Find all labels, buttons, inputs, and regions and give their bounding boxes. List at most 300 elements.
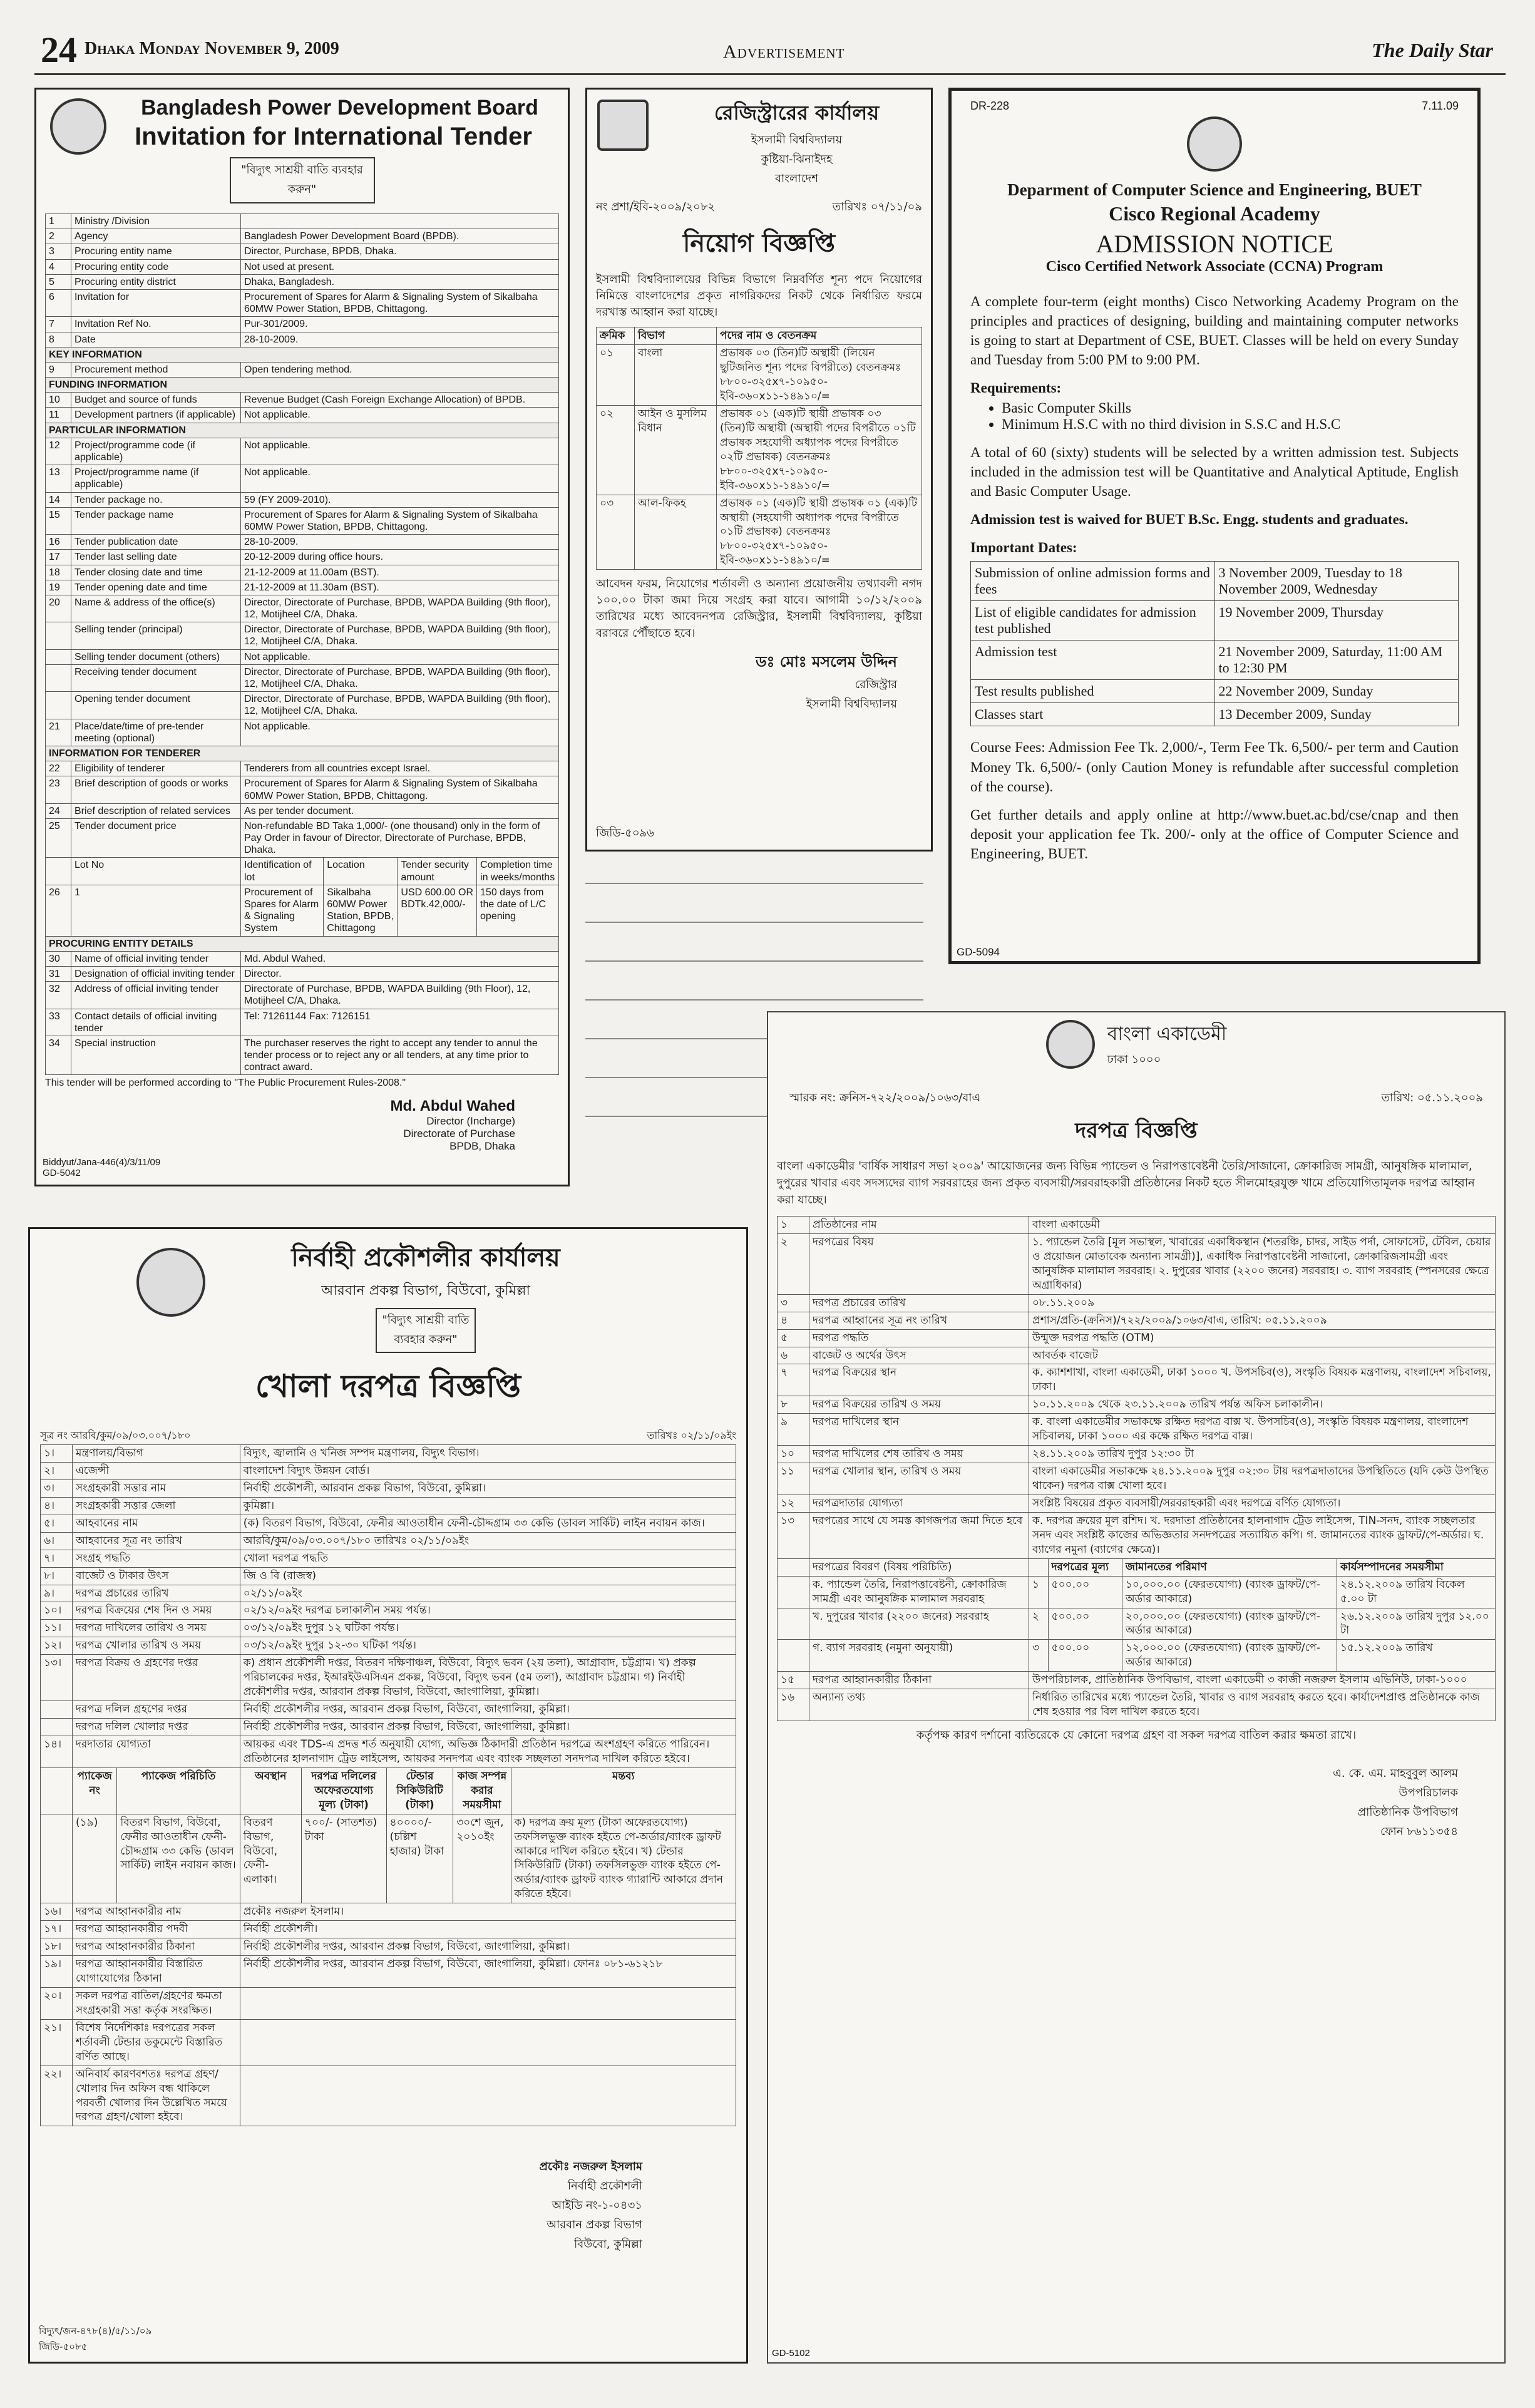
table-cell: ১২	[778, 1495, 809, 1512]
table-cell: ০৩/১২/০৯ইং দুপুর ১২-৩০ ঘটিকা পর্যন্ত।	[240, 1637, 736, 1655]
table-row	[46, 885, 559, 936]
table-cell: দরপত্রদাতার যোগ্যতা	[809, 1495, 1029, 1512]
table-cell: আহবানের নাম	[73, 1515, 240, 1532]
table-cell: Tender publication date	[71, 535, 241, 550]
table-cell: Director, Directorate of Purchase, BPDB, WAPDA Building (9th floor), 12, Motijheel C/A, Dhaka.	[241, 595, 559, 622]
table-cell: ১।	[41, 1445, 73, 1463]
xen-tender-ad	[28, 1227, 748, 2364]
bpdb-signer-place: BPDB, Dhaka	[449, 1140, 515, 1153]
bpdb-ref-2: GD-5042	[43, 1168, 81, 1178]
academy-name: বাংলা একাডেমী	[1107, 1023, 1227, 1045]
table-row	[46, 580, 559, 595]
table-cell: কুমিল্লা।	[240, 1497, 736, 1515]
table-cell: দরপত্র প্রচারের তারিখ	[73, 1585, 240, 1602]
table-row	[41, 1637, 736, 1655]
table-row	[46, 818, 559, 858]
table-cell: Name of official inviting tender	[71, 951, 241, 966]
table-row	[597, 495, 922, 570]
table-cell: ২২।	[41, 2066, 73, 2126]
table-cell: আবর্তক বাজেট	[1029, 1347, 1496, 1364]
table-cell: Invitation Ref No.	[71, 317, 241, 332]
table-row	[778, 1446, 1496, 1463]
table-row	[46, 858, 559, 885]
table-row	[41, 1497, 736, 1515]
registrar-signer-org: ইসলামী বিশ্ববিদ্যালয়	[806, 697, 897, 711]
table-cell: প্রশাস/প্রতি-(ক্রনিস)/৭২২/২০০৯/১০৬৩/বাএ, তারিখ: ০৫.১১.২০০৯	[1029, 1312, 1496, 1329]
table-row	[46, 550, 559, 565]
table-row	[46, 719, 559, 746]
table-cell: দরপত্রের সাথে যে সমস্ত কাগজপত্র জমা দিতে হবে	[809, 1512, 1029, 1558]
table-cell: বাজেট ও অর্থের উৎস	[809, 1347, 1029, 1364]
table-cell: Invitation for	[71, 289, 241, 316]
academy-date: তারিখ: ০৫.১১.২০০৯	[1381, 1091, 1483, 1104]
table-cell: ৩	[778, 1294, 809, 1312]
table-row	[778, 1558, 1496, 1576]
table-cell: Selling tender document (others)	[71, 649, 241, 664]
table-cell: Classes start	[971, 703, 1215, 726]
table-cell: 7	[46, 317, 71, 332]
bpdb-ref-1: Biddyut/Jana-446(4)/3/11/09	[43, 1157, 161, 1168]
table-cell: মন্তব্য	[511, 1767, 736, 1814]
table-cell	[46, 622, 71, 649]
table-cell: Address of official inviting tender	[71, 982, 241, 1009]
table-cell: 150 days from the date of L/C opening	[477, 885, 559, 936]
academy-signer: এ. কে. এম. মাহবুবুল আলম	[1333, 1767, 1458, 1781]
table-row	[46, 982, 559, 1009]
table-row	[971, 703, 1459, 726]
table-cell: প্রভাষক ০১ (এক)টি স্থায়ী প্রভাষক ০১ (এক)টি অস্থায়ী (সহযোগী অধ্যাপক পদের বিপরীতে ০১টি প্রভাষক) বেতনক্রমঃ ৮৮০০-৩২৫x৭-১০৯৫০-ইবি-৩৬০x১১-১৪৯১০/=	[717, 495, 922, 570]
table-row	[41, 1462, 736, 1479]
table-row	[41, 1585, 736, 1602]
dateline: Dhaka Monday November 9, 2009	[85, 39, 339, 58]
table-cell: দরপত্র আহ্বানকারীর পদবী	[73, 1921, 240, 1938]
table-cell: Pur-301/2009.	[241, 317, 559, 332]
table-cell: ০২	[597, 405, 635, 495]
table-cell: দরপত্র আহ্বানের সূত্র নং তারিখ	[809, 1312, 1029, 1329]
cisco-program: Cisco Certified Network Associate (CCNA) Program	[1045, 259, 1384, 275]
table-cell: সংশ্লিষ্ট বিষয়ের প্রকৃত ব্যবসায়ী/সরবরাহকারী এবং দরপত্রে বর্ণিত যোগ্যতা।	[1029, 1495, 1496, 1512]
academy-ref: GD-5102	[772, 2348, 810, 2359]
cisco-waiver: Admission test is waived for BUET B.Sc. Engg. students and graduates.	[970, 512, 1409, 528]
table-cell: Open tendering method.	[241, 362, 559, 377]
table-cell: Agency	[71, 229, 241, 244]
table-cell: ৮।	[41, 1567, 73, 1585]
table-cell: ক. ক্যাশশাখা, বাংলা একাডেমী, ঢাকা ১০০০ খ. উপসচিব(ও), সংস্কৃতি বিষয়ক মন্ত্রণালয়, বাংলাদেশ সচিবালয়, ঢাকা।	[1029, 1364, 1496, 1396]
table-cell: 5	[46, 274, 71, 289]
cisco-req-1: • Basic Computer Skills	[1002, 400, 1459, 416]
table-cell: Tel: 71261144 Fax: 7126151	[241, 1009, 559, 1036]
table-cell: Procuring entity district	[71, 274, 241, 289]
table-cell: Submission of online admission forms and fees	[971, 562, 1215, 601]
table-cell: 22	[46, 761, 71, 776]
table-cell	[41, 1719, 73, 1736]
table-cell: Not applicable.	[241, 438, 559, 465]
table-cell: Not applicable.	[241, 649, 559, 664]
bpdb-org: Bangladesh Power Development Board	[141, 96, 538, 120]
table-row	[46, 378, 559, 393]
table-cell: 10	[46, 393, 71, 408]
xen-office: নির্বাহী প্রকৌশলীর কার্যালয়	[291, 1243, 560, 1272]
table-row	[46, 951, 559, 966]
academy-table	[777, 1216, 1496, 1721]
table-cell: Procuring entity name	[71, 244, 241, 259]
table-row	[46, 244, 559, 259]
table-cell	[240, 2066, 736, 2126]
registrar-city: কুষ্টিয়া-ঝিনাইদহ	[761, 153, 833, 166]
table-row	[46, 274, 559, 289]
table-cell: ২।	[41, 1462, 73, 1479]
table-cell: PROCURING ENTITY DETAILS	[46, 936, 559, 951]
table-cell: 17	[46, 550, 71, 565]
section-title: Advertisement	[723, 41, 845, 62]
table-cell: 28-10-2009.	[241, 332, 559, 347]
table-cell: ২৪.১২.২০০৯ তারিখ বিকেল ৫.০০ টা	[1337, 1576, 1495, 1608]
table-cell: Not used at present.	[241, 259, 559, 274]
table-row	[778, 1640, 1496, 1672]
registrar-office: রেজিস্ট্রারের কার্যালয়	[714, 101, 880, 125]
xen-ref-1: বিদ্যুৎ/জন-৪৭৮(৪)/৫/১১/০৯	[39, 2325, 152, 2337]
registrar-university: ইসলামী বিশ্ববিদ্যালয়	[751, 133, 843, 147]
registrar-memo: নং প্রশা/ইবি-২০০৯/২০৮২	[596, 200, 716, 214]
page-number: 24	[41, 29, 77, 70]
university-logo	[597, 100, 649, 151]
table-cell: Md. Abdul Wahed.	[241, 951, 559, 966]
table-cell: টেন্ডার সিকিউরিটি (টাকা)	[386, 1767, 453, 1814]
table-cell	[41, 1814, 73, 1903]
table-cell	[240, 2019, 736, 2066]
table-row	[46, 692, 559, 719]
table-cell: সংগ্রহ পদ্ধতি	[73, 1550, 240, 1567]
table-cell: দরপত্র পদ্ধতি	[809, 1329, 1029, 1347]
table-cell: 33	[46, 1009, 71, 1036]
academy-intro: বাংলা একাডেমীর 'বার্ষিক সাধারণ সভা ২০০৯' আয়োজনের জন্য বিভিন্ন প্যান্ডেল ও নিরাপত্তাবেষ্টনী তৈরি/সাজানো, ক্রোকারিজ সামগ্রী, আনুষঙ্গিক মালামাল, দুপুরের খাবার এবং সদস্যদের ব্যাগ সরবরাহের জন্য প্রকৃত ব্যবসায়ী/সরবরাহকারী প্রতিষ্ঠানের নিকট হতে সীলমোহরযুক্ত খামে প্রতিযোগিতামূলক দরপত্র আহ্বান করা যাচ্ছে।	[777, 1160, 1475, 1207]
table-cell: Completion time in weeks/months	[477, 858, 559, 885]
table-cell: ১৬।	[41, 1903, 73, 1921]
table-cell: নির্বাহী প্রকৌশলীর দপ্তর, আরবান প্রকল্প বিভাগ, বিউবো, জাংগালিয়া, কুমিল্লা। ফোনঃ ০৮১-৬১২১৮	[240, 1956, 736, 1988]
table-cell: 2	[46, 229, 71, 244]
table-cell: Project/programme code (if applicable)	[71, 438, 241, 465]
table-cell: Director, Directorate of Purchase, BPDB, WAPDA Building (9th floor), 12, Motijheel C/A, Dhaka.	[241, 664, 559, 691]
table-cell: Brief description of related services	[71, 803, 241, 818]
table-cell: 24	[46, 803, 71, 818]
cisco-code: DR-228	[970, 100, 1010, 112]
table-row	[41, 1567, 736, 1585]
table-cell: কার্যসম্পাদনের সময়সীমা	[1337, 1558, 1495, 1576]
table-cell: দরপত্র বিক্রয়ের স্থান	[809, 1364, 1029, 1396]
table-cell: ক. প্যান্ডেল তৈরি, নিরাপত্তাবেষ্টনী, ক্রোকারিজ সামগ্রী এবং আনুষঙ্গিক মালামাল সরবরাহ	[809, 1576, 1029, 1608]
table-cell: খোলা দরপত্র পদ্ধতি	[240, 1550, 736, 1567]
table-row	[41, 1921, 736, 1938]
table-cell: 22 November 2009, Sunday	[1214, 680, 1459, 703]
table-cell: 21-12-2009 at 11.30am (BST).	[241, 580, 559, 595]
cisco-req-2: • Minimum H.S.C with no third division in S.S.C and H.S.C	[1002, 416, 1459, 433]
table-row	[46, 936, 559, 951]
table-cell: ক) প্রধান প্রকৌশলী দপ্তর, বিতরণ দক্ষিণাঞ্চল, বিউবো, বিদ্যুৎ ভবন (২য় তলা), আগ্রাবাদ, চট্টগ্রাম। খ) প্রকল্প পরিচালকের দপ্তর, ইআরইউএসিএন প্রকল্প, বিউবো, বিদ্যুৎ ভবন (৫ম তলা), আগ্রাবাদ চট্টগ্রাম। গ) নির্বাহী প্রকৌশলীর দপ্তর, আরবান প্রকল্প বিভাগ, বিউবো, জাংগালিয়া, কুমিল্লা।	[240, 1655, 736, 1701]
table-row	[46, 535, 559, 550]
table-cell: ০২/১১/০৯ইং	[240, 1585, 736, 1602]
table-cell: ১০	[778, 1446, 809, 1463]
table-cell: ২০,০০০.০০ (ফেরতযোগ্য) (ব্যাংক ড্রাফট/পে-অর্ডার আকারে)	[1122, 1608, 1337, 1640]
xen-signer-id: আইডি নং-১-০৪৩১	[552, 2199, 642, 2213]
table-cell: 30	[46, 951, 71, 966]
table-cell: Not applicable.	[241, 719, 559, 746]
table-cell: Procurement of Spares for Alarm & Signaling System of Sikalbaha 60MW Power Station, BPDB, Chittagong.	[241, 507, 559, 534]
table-cell: দরপত্র প্রচারের তারিখ	[809, 1294, 1029, 1312]
table-cell	[778, 1640, 809, 1672]
table-cell: ১০।	[41, 1602, 73, 1620]
masthead: The Daily Star	[1372, 39, 1493, 61]
table-row	[41, 1938, 736, 1956]
table-cell: Procurement of Spares for Alarm & Signaling System of Sikalbaha 60MW Power Station, BPDB, Chittagong.	[241, 289, 559, 316]
table-cell: ১২।	[41, 1637, 73, 1655]
table-cell: ১৩।	[41, 1655, 73, 1701]
table-cell: ১২,০০০.০০ (ফেরতযোগ্য) (ব্যাংক ড্রাফট/পে-অর্ডার আকারে)	[1122, 1640, 1337, 1672]
registrar-ref: জিডি-৫০৯৬	[596, 826, 654, 840]
table-row	[46, 1036, 559, 1075]
table-cell: উন্মুক্ত দরপত্র পদ্ধতি (OTM)	[1029, 1329, 1496, 1347]
table-cell: Tender document price	[71, 818, 241, 858]
table-row	[971, 601, 1459, 641]
table-cell: বিতরণ বিভাগ, বিউবো, ফেনীর আওতাধীন ফেনী-চৌদ্দগ্রাম ৩৩ কেভি (ডাবল সার্কিট) লাইন নবায়ন কাজ।	[117, 1814, 240, 1903]
table-cell: ০৩/১২/০৯ইং দুপুর ১২ ঘটিকা পর্যন্ত।	[240, 1620, 736, 1637]
table-cell: ১৮।	[41, 1938, 73, 1956]
table-cell: ২	[1029, 1608, 1049, 1640]
table-cell: ১	[778, 1217, 809, 1234]
table-cell	[778, 1576, 809, 1608]
table-cell: Location	[324, 858, 398, 885]
table-cell: 21	[46, 719, 71, 746]
academy-memo: স্মারক নং: ক্রনিস-৭২২/২০০৯/১০৬৩/বাএ	[789, 1091, 981, 1104]
table-row	[46, 595, 559, 622]
table-row	[778, 1294, 1496, 1312]
table-row	[46, 214, 559, 229]
table-cell: Test results published	[971, 680, 1215, 703]
table-cell: সকল দরপত্র বাতিল/গ্রহণের ক্ষমতা সংগ্রহকারী সত্তা কর্তৃক সংরক্ষিত।	[73, 1987, 240, 2019]
table-row	[41, 1814, 736, 1903]
table-cell: ৭।	[41, 1550, 73, 1567]
table-cell: 1	[46, 214, 71, 229]
table-cell: দরপত্র আহ্বানকারীর ঠিকানা	[73, 1938, 240, 1956]
table-cell: FUNDING INFORMATION	[46, 378, 559, 393]
table-cell: 20-12-2009 during office hours.	[241, 550, 559, 565]
table-cell: Tender opening date and time	[71, 580, 241, 595]
table-cell: দরপত্র বিক্রয় ও গ্রহণের দপ্তর	[73, 1655, 240, 1701]
table-row	[41, 1532, 736, 1550]
table-row	[597, 327, 922, 345]
table-cell: দরপত্র দলিল খোলার দপ্তর	[73, 1719, 240, 1736]
xen-signer-dept: আরবান প্রকল্প বিভাগ	[547, 2218, 642, 2232]
table-cell: 34	[46, 1036, 71, 1075]
table-row	[597, 345, 922, 406]
table-cell: প্রভাষক ০৩ (তিন)টি অস্থায়ী (লিয়েন ছুটিজনিত শূন্য পদের বিপরীতে) বেতনক্রমঃ ৮৮০০-৩২৫x৭-১০৯৫০-ইবি-৩৬০x১১-১৪৯১০/=	[717, 345, 922, 406]
xen-signer-title: নির্বাহী প্রকৌশলী	[567, 2179, 642, 2193]
table-cell: 20	[46, 595, 71, 622]
academy-signer-title: উপপরিচালক	[1399, 1786, 1458, 1800]
table-cell: Revenue Budget (Cash Foreign Exchange Allocation) of BPDB.	[241, 393, 559, 408]
table-cell: Tender closing date and time	[71, 565, 241, 580]
academy-title: দরপত্র বিজ্ঞপ্তি	[1075, 1118, 1198, 1143]
xen-table	[40, 1444, 736, 2126]
table-row	[46, 362, 559, 377]
table-cell	[778, 1608, 809, 1640]
table-cell: প্রতিষ্ঠানের নাম	[809, 1217, 1029, 1234]
cisco-ref: GD-5094	[957, 946, 1000, 958]
table-cell: ১৯।	[41, 1956, 73, 1988]
table-row	[46, 317, 559, 332]
bangla-academy-ad	[767, 1011, 1506, 2364]
table-cell: 31	[46, 966, 71, 981]
table-cell: দরপত্রের বিষয়	[809, 1233, 1029, 1294]
table-cell: আহবানের সূত্র নং তারিখ	[73, 1532, 240, 1550]
table-row	[778, 1463, 1496, 1495]
table-cell: সংগ্রহকারী সত্তার নাম	[73, 1479, 240, 1497]
table-cell: 13	[46, 465, 71, 492]
table-cell: 1	[71, 885, 241, 936]
table-cell: দরপত্র দাখিলের স্থান	[809, 1414, 1029, 1446]
table-row	[778, 1414, 1496, 1446]
table-cell: 59 (FY 2009-2010).	[241, 492, 559, 507]
table-cell	[46, 649, 71, 664]
page-header	[34, 25, 1506, 75]
table-cell: As per tender document.	[241, 803, 559, 818]
table-cell: ০১	[597, 345, 635, 406]
table-cell: ১৭।	[41, 1921, 73, 1938]
table-row	[971, 562, 1459, 601]
table-cell: দরপত্র বিক্রয়ের তারিখ ও সময়	[809, 1396, 1029, 1414]
table-cell: Procurement of Spares for Alarm & Signaling System	[241, 885, 324, 936]
buet-logo	[1187, 116, 1242, 172]
table-cell: 11	[46, 408, 71, 423]
table-row	[41, 1956, 736, 1988]
registrar-table	[596, 327, 922, 570]
table-cell: বিতরণ বিভাগ, বিউবো, ফেনী-এলাকা।	[240, 1814, 301, 1903]
table-row	[778, 1233, 1496, 1294]
table-cell: নির্বাহী প্রকৌশলীর দপ্তর, আরবান প্রকল্প বিভাগ, বিউবো, জাংগালিয়া, কুমিল্লা।	[240, 1701, 736, 1719]
table-cell: 3	[46, 244, 71, 259]
table-cell: Name & address of the office(s)	[71, 595, 241, 622]
table-cell: ২	[778, 1233, 809, 1294]
table-cell: Sikalbaha 60MW Power Station, BPDB, Chittagong	[324, 885, 398, 936]
table-cell: ১১।	[41, 1620, 73, 1637]
table-cell: ৭	[778, 1364, 809, 1396]
table-cell	[241, 214, 559, 229]
table-cell: 13 December 2009, Sunday	[1214, 703, 1459, 726]
table-cell: ৫০০.০০	[1048, 1608, 1122, 1640]
table-row	[41, 1903, 736, 1921]
table-cell: Eligibility of tenderer	[71, 761, 241, 776]
table-cell: Procurement method	[71, 362, 241, 377]
xen-dept: আরবান প্রকল্প বিভাগ, বিউবো, কুমিল্লা	[321, 1283, 530, 1299]
cisco-dates-table	[970, 561, 1459, 726]
table-cell: নির্ধারিত তারিখের মধ্যে প্যান্ডেল তৈরি, খাবার ও ব্যাগ সরবরাহ করতে হবে। কার্যাদেশপ্রাপ্ত প্রতিষ্ঠানকে কাজ শেষ হওয়ার পর বিল দাখিল করতে হবে।	[1029, 1689, 1496, 1721]
table-cell: নির্বাহী প্রকৌশলীর দপ্তর, আরবান প্রকল্প বিভাগ, বিউবো, জাংগালিয়া, কুমিল্লা।	[240, 1719, 736, 1736]
registrar-signer-title: রেজিস্ট্রার	[855, 677, 897, 691]
table-cell: 32	[46, 982, 71, 1009]
table-cell: কাজ সম্পন্ন করার সময়সীমা	[453, 1767, 511, 1814]
table-cell: Contact details of official inviting tender	[71, 1009, 241, 1036]
table-row	[46, 649, 559, 664]
table-row	[778, 1312, 1496, 1329]
table-cell: ক. বাংলা একাডেমীর সভাকক্ষে রক্ষিত দরপত্র বাক্স খ. উপসচিব(ও), সংস্কৃতি বিষয়ক মন্ত্রণালয়, বাংলাদেশ সচিবালয়, ঢাকা ১০০০ এর কক্ষে রক্ষিত দরপত্র বাক্স।	[1029, 1414, 1496, 1446]
table-cell: দরপত্র আহ্বানকারীর নাম	[73, 1903, 240, 1921]
table-cell: দরপত্র দাখিলের তারিখ ও সময়	[73, 1620, 240, 1637]
table-cell: Procurement of Spares for Alarm & Signaling System of Sikalbaha 60MW Power Station, BPDB, Chittagong.	[241, 776, 559, 803]
table-cell: USD 600.00 OR BDTk.42,000/-	[398, 885, 477, 936]
bpdb-signer-title: Director (Incharge)	[426, 1115, 515, 1128]
table-cell: ৯।	[41, 1585, 73, 1602]
table-cell: জি ও বি (রাজস্ব)	[240, 1567, 736, 1585]
table-cell: প্রভাষক ০১ (এক)টি স্থায়ী প্রভাষক ০৩ (তিন)টি অস্থায়ী (অস্থায়ী পদের বিপরীতে ০১টি প্রভাষক সহযোগী অধ্যাপক পদের বিপরীতে ০২টি প্রভাষক) বেতনক্রমঃ ৮৮০০-৩২৫x৭-১০৯৫০-ইবি-৩৬০x১১-১৪৯১০/=	[717, 405, 922, 495]
table-cell: 28-10-2009.	[241, 535, 559, 550]
table-cell: 8	[46, 332, 71, 347]
bpdb-slogan: "বিদ্যুৎ সাশ্রয়ী বাতি ব্যবহার করুন"	[230, 157, 375, 203]
table-row	[46, 229, 559, 244]
table-cell: ১৬	[778, 1689, 809, 1721]
table-cell: ক্রমিক	[597, 327, 635, 345]
table-cell: 26	[46, 885, 71, 936]
table-cell: ১০,০০০.০০ (ফেরতযোগ্য) (ব্যাংক ড্রাফট/পে-অর্ডার আকারে)	[1122, 1576, 1337, 1608]
table-cell: ক) দরপত্র ক্রয় মূল্য (টাকা অফেরতযোগ্য) তফসিলভুক্ত ব্যাংক হইতে পে-অর্ডার/ব্যাংক ড্রাফট আকারে দাখিল করিতে হইবে। খ) টেন্ডার সিকিউরিটি (টাকা) তফসিলভুক্ত ব্যাংক হইতে পে-অর্ডার/ব্যাংক ড্রাফট ব্যাংক গ্যারান্টি আকারে প্রদান করিতে হইবে।	[511, 1814, 736, 1903]
table-cell: ক. দরপত্র ক্রয়ের মূল রশিদ। খ. দরদাতা প্রতিষ্ঠানের হালনাগাদ ট্রেড লাইসেন্স, TIN-সনদ, ব্যাংক সচ্ছলতার সনদ এবং সংশ্লিষ্ট কাজের অভিজ্ঞতার সনদপত্রের সত্যায়িত কপি। গ. জামানতের ব্যাংক ড্রাফট/পে-অর্ডার। ঘ. ব্যাগের নমুনা (ব্যাগের ক্ষেত্রে)।	[1029, 1512, 1496, 1558]
table-cell: Development partners (if applicable)	[71, 408, 241, 423]
table-cell: 21 November 2009, Saturday, 11:00 AM to 12:30 PM	[1214, 641, 1459, 680]
table-row	[971, 680, 1459, 703]
table-cell: অন্যান্য তথ্য	[809, 1689, 1029, 1721]
table-row	[778, 1364, 1496, 1396]
table-cell: 15	[46, 507, 71, 534]
table-cell: দরপত্র খোলার স্থান, তারিখ ও সময়	[809, 1463, 1029, 1495]
table-cell: Director, Directorate of Purchase, BPDB, WAPDA Building (9th floor), 12, Motijheel C/A, Dhaka.	[241, 692, 559, 719]
table-cell: বাংলাদেশ বিদ্যুৎ উন্নয়ন বোর্ড।	[240, 1462, 736, 1479]
table-row	[778, 1495, 1496, 1512]
table-cell: 19	[46, 580, 71, 595]
table-cell: Admission test	[971, 641, 1215, 680]
table-row	[46, 803, 559, 818]
table-row	[41, 1655, 736, 1701]
table-row	[46, 492, 559, 507]
table-cell: 21-12-2009 at 11.00am (BST).	[241, 565, 559, 580]
academy-city: ঢাকা ১০০০	[1107, 1053, 1161, 1066]
table-cell: গ. ব্যাগ সরবরাহ (নমুনা অনুযায়ী)	[809, 1640, 1029, 1672]
xen-memo: সূত্র নং আরবি/কুম/০৯/০৩.০০৭/১৮০	[40, 1429, 191, 1441]
table-cell: অবস্থান	[240, 1767, 301, 1814]
table-cell: দরদাতার যোগ্যতা	[73, 1736, 240, 1767]
table-row	[597, 405, 922, 495]
table-cell: Tender last selling date	[71, 550, 241, 565]
table-cell: Dhaka, Bangladesh.	[241, 274, 559, 289]
registrar-apply: আবেদন ফরম, নিয়োগের শর্তাবলী ও অন্যান্য প্রয়োজনীয় তথ্যাবলী নগদ ১০০.০০ টাকা জমা দিয়ে সংগ্রহ করা যাবে। আগামী ১০/১২/২০০৯ তারিখের মধ্যে আবেদনপত্র রেজিস্ট্রার, ইসলামী বিশ্ববিদ্যালয়, কুষ্টিয়া বরাবরে পৌঁছাতে হবে।	[596, 577, 922, 640]
table-cell	[240, 1987, 736, 2019]
table-cell: Receiving tender document	[71, 664, 241, 691]
cisco-para-2: A total of 60 (sixty) students will be selected by a written admission test. Subjects included in the admission test will be Quantitative and Analytical Aptitude, English and Basic Computer Usage.	[970, 445, 1459, 500]
table-cell: বিদ্যুৎ, জ্বালানি ও খনিজ সম্পদ মন্ত্রণালয়, বিদ্যুৎ বিভাগ।	[240, 1445, 736, 1463]
table-cell: 14	[46, 492, 71, 507]
table-cell: ৫।	[41, 1515, 73, 1532]
table-cell: Director, Purchase, BPDB, Dhaka.	[241, 244, 559, 259]
table-cell: Ministry /Division	[71, 214, 241, 229]
table-cell: ৭০০/- (সাতশত) টাকা	[301, 1814, 386, 1903]
table-cell: Not applicable.	[241, 465, 559, 492]
table-cell	[778, 1558, 809, 1576]
table-cell: 4	[46, 259, 71, 274]
table-cell	[41, 1767, 73, 1814]
bpdb-tender-ad	[34, 88, 570, 1186]
table-row	[41, 1479, 736, 1497]
table-cell: ২১।	[41, 2019, 73, 2066]
xen-date: তারিখঃ ০২/১১/০৯ইং	[647, 1429, 736, 1441]
table-cell	[46, 858, 71, 885]
table-cell: ১. প্যান্ডেল তৈরি [মূল সভাস্থল, খাবারের একাধিকস্থান (শতরঞ্চি, চাদর, সাইড পর্দা, সোফাসেট, টেবিল, চেয়ার ও প্রয়োজন মোতাবেক অন্যান্য সামগ্রী)], একাধিক নিরাপত্তাবেষ্টনী সাজানো, ক্রোকারিজসামগ্রী এবং আনুষঙ্গিক মালামাল সরবরাহ। ২. দুপুরের খাবার (২২০০ জনের) সরবরাহ। ৩. ব্যাগ সরবরাহ (স্পনসরের ক্ষেত্রে অগ্রাধিকার)	[1029, 1233, 1496, 1294]
